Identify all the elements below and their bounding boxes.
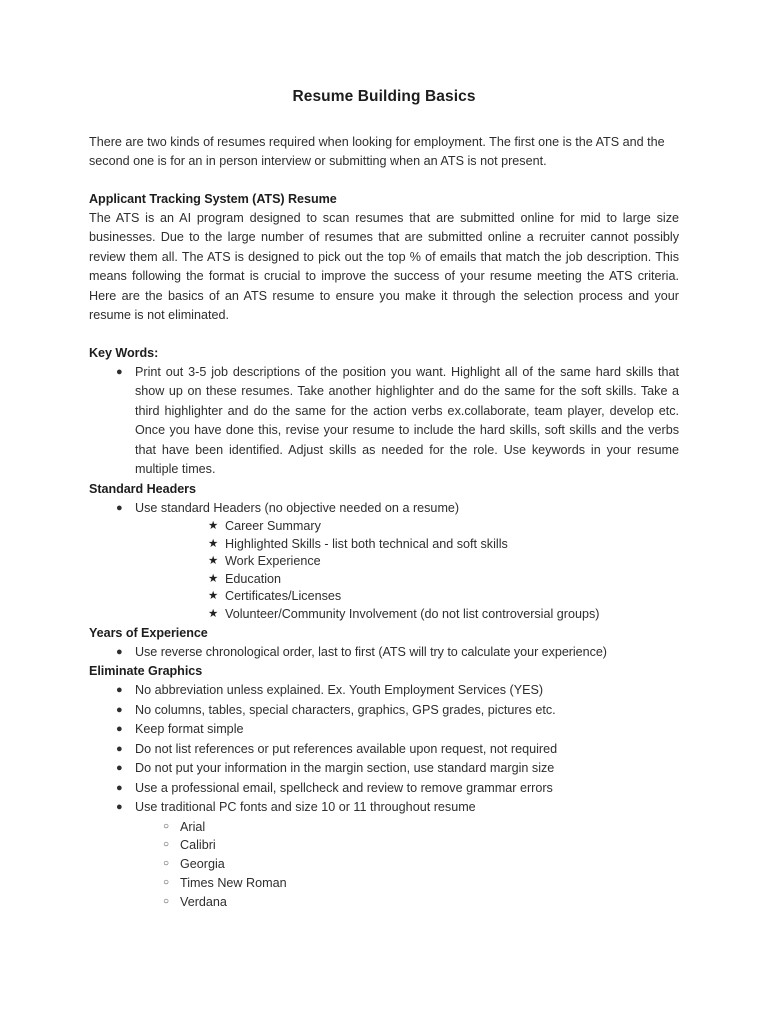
list-item (89, 363, 679, 480)
list-item (89, 499, 679, 519)
list-item (89, 836, 679, 855)
circle-bullet-icon: ○ (163, 858, 170, 870)
intro-paragraph: There are two kinds of resumes required when looking for employment. The first one is the ATS and the second one is for an in person interview or submitting when an ATS is not present. (89, 134, 665, 169)
list-item-text: Work Experience (225, 554, 321, 569)
disc-bullet-icon: ● (116, 781, 123, 794)
document-body (89, 88, 679, 912)
list-item-text: Arial (180, 819, 206, 834)
years-of-experience-list (89, 643, 679, 663)
star-bullet-icon: ★ (208, 520, 219, 533)
star-bullet-icon: ★ (208, 608, 219, 621)
list-item-text: No abbreviation unless explained. Ex. Youth Employment Services (YES) (135, 683, 544, 698)
disc-bullet-icon: ● (116, 742, 123, 755)
list-item-text: Keep format simple (135, 722, 244, 737)
circle-bullet-icon: ○ (163, 877, 170, 889)
section-heading-ats: Applicant Tracking System (ATS) Resume (89, 191, 337, 206)
star-bullet-icon: ★ (208, 572, 219, 585)
disc-bullet-icon: ● (116, 365, 123, 378)
list-item (89, 588, 679, 606)
list-item (89, 740, 679, 760)
disc-bullet-icon: ● (116, 684, 123, 697)
list-item-text: Use standard Headers (no objective needed on a resume) (135, 500, 460, 515)
list-item (89, 759, 679, 779)
list-item (89, 818, 679, 837)
star-bullet-icon: ★ (208, 555, 219, 568)
list-item-text: No columns, tables, special characters, graphics, GPS grades, pictures etc. (135, 702, 556, 717)
list-item (89, 874, 679, 893)
list-item (89, 571, 679, 589)
section-heading-years-of-experience: Years of Experience (89, 625, 208, 640)
disc-bullet-icon: ● (116, 801, 123, 814)
list-item (89, 855, 679, 874)
star-bullet-icon: ★ (208, 537, 219, 550)
list-item-text: Use a professional email, spellcheck and review to remove grammar errors (135, 780, 553, 795)
page-title: Resume Building Basics (292, 88, 476, 105)
list-item-text: Volunteer/Community Involvement (do not list controversial groups) (225, 607, 600, 622)
list-item-text: Georgia (180, 857, 225, 872)
key-words-list (89, 363, 679, 480)
font-list (89, 818, 679, 912)
standard-headers-sublist (89, 518, 679, 624)
disc-bullet-icon: ● (116, 501, 123, 514)
eliminate-graphics-list (89, 681, 679, 818)
list-item-text: Times New Roman (180, 876, 287, 891)
list-item-text: Use traditional PC fonts and size 10 or 11 throughout resume (135, 800, 476, 815)
list-item-text: Use reverse chronological order, last to first (ATS will try to calculate your experience) (135, 644, 607, 659)
section-heading-standard-headers: Standard Headers (89, 481, 196, 496)
list-item (89, 606, 679, 624)
list-item (89, 720, 679, 740)
list-item (89, 701, 679, 721)
disc-bullet-icon: ● (116, 645, 123, 658)
disc-bullet-icon: ● (116, 723, 123, 736)
section-heading-eliminate-graphics: Eliminate Graphics (89, 664, 203, 679)
disc-bullet-icon: ● (116, 703, 123, 716)
disc-bullet-icon: ● (116, 762, 123, 775)
list-item (89, 779, 679, 799)
list-item (89, 536, 679, 554)
list-item-text: Highlighted Skills - list both technical and soft skills (225, 536, 508, 551)
list-item (89, 518, 679, 536)
list-item-text: Career Summary (225, 519, 321, 534)
circle-bullet-icon: ○ (163, 820, 170, 832)
section-paragraph-ats: The ATS is an AI program designed to scan resumes that are submitted online for mid to large size businesses. Due to the large number of resumes that are submitted online a recruiter cannot possibly review them all. The ATS is designed to pick out the top % of emails that match the job description. This means following the format is crucial to improve the success of your resume meeting the ATS criteria. Here are the basics of an ATS resume to ensure you make it through the selection process and your resume is not eliminated. (89, 210, 679, 323)
list-item (89, 681, 679, 701)
star-bullet-icon: ★ (208, 590, 219, 603)
list-item-text: Verdana (180, 894, 227, 909)
list-item-text: Calibri (180, 838, 216, 853)
list-item-text: Do not put your information in the margin section, use standard margin size (135, 761, 555, 776)
list-item-text: Print out 3-5 job descriptions of the position you want. Highlight all of the same hard skills that show up on these resumes. Take another highlighter and do the same for the soft skills. Take a third highlighter and do the same for the action verbs ex.collaborate, team player, develop etc. Once you have done this, revise your resume to include the hard skills, soft skills and the verbs that have been identified. Adjust skills as needed for the role. Use keywords in your resume multiple times. (135, 364, 679, 477)
circle-bullet-icon: ○ (163, 839, 170, 851)
list-item (89, 553, 679, 571)
list-item (89, 798, 679, 818)
list-item-text: Education (225, 571, 282, 586)
list-item (89, 643, 679, 663)
list-item-text: Certificates/Licenses (225, 589, 342, 604)
standard-headers-list (89, 499, 679, 519)
list-item-text: Do not list references or put references available upon request, not required (135, 741, 558, 756)
circle-bullet-icon: ○ (163, 895, 170, 907)
list-item (89, 893, 679, 912)
section-heading-key-words: Key Words: (89, 345, 159, 360)
